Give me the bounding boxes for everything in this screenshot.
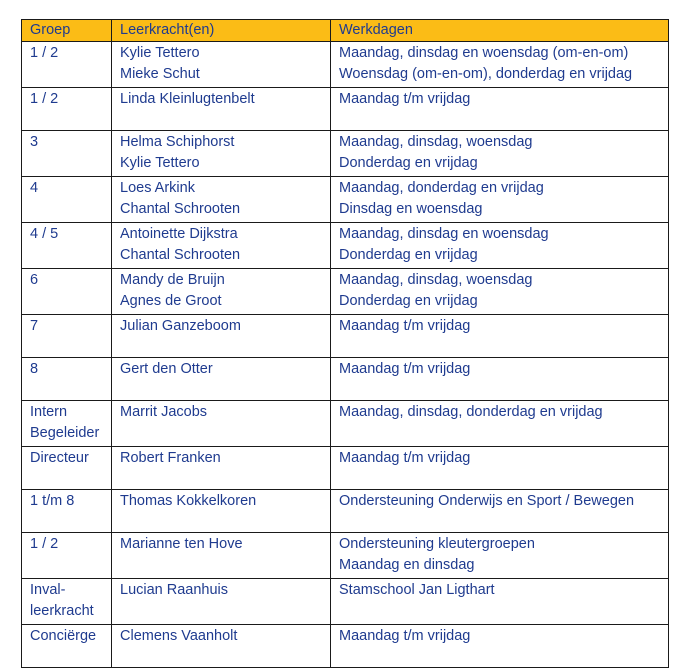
cell-werkdagen-line: Maandag, dinsdag, woensdag [339, 272, 533, 288]
cell-werkdagen [331, 223, 669, 269]
cell-werkdagen-line: Maandag, donderdag en vrijdag [339, 180, 544, 196]
cell-werkdagen-line: Stamschool Jan Ligthart [339, 582, 495, 598]
cell-groep-line: 8 [30, 361, 39, 377]
cell-groep-line: 4 / 5 [30, 226, 59, 242]
cell-groep-line: 7 [30, 318, 39, 334]
table-row [22, 269, 669, 315]
cell-werkdagen-line: Maandag, dinsdag en woensdag [339, 226, 549, 242]
cell-groep [22, 269, 112, 315]
cell-leerkrachten [112, 131, 331, 177]
cell-leerkrachten-line: Mandy de Bruijn [120, 272, 225, 288]
cell-leerkrachten [112, 533, 331, 579]
cell-werkdagen [331, 358, 669, 401]
cell-leerkrachten [112, 223, 331, 269]
cell-leerkrachten [112, 401, 331, 447]
cell-werkdagen [331, 490, 669, 533]
cell-leerkrachten-line: Julian Ganzeboom [120, 318, 241, 334]
table-row [22, 177, 669, 223]
cell-leerkrachten-line: Thomas Kokkelkoren [120, 493, 257, 509]
header-groep: Groep [22, 20, 112, 42]
header-leerkrachten: Leerkracht(en) [112, 20, 331, 42]
cell-werkdagen-line: Donderdag en vrijdag [339, 293, 478, 309]
cell-leerkrachten-line: Robert Franken [120, 450, 221, 466]
table-row [22, 358, 669, 401]
cell-leerkrachten-line: Mieke Schut [120, 66, 200, 82]
cell-leerkrachten [112, 579, 331, 625]
table-row [22, 223, 669, 269]
cell-werkdagen-line: Woensdag (om-en-om), donderdag en vrijdag [339, 66, 633, 82]
cell-werkdagen-line: Donderdag en vrijdag [339, 247, 478, 263]
cell-werkdagen [331, 579, 669, 625]
cell-leerkrachten-line: Marianne ten Hove [120, 536, 243, 552]
cell-leerkrachten-line: Kylie Tettero [120, 155, 200, 171]
cell-werkdagen-line: Ondersteuning Onderwijs en Sport / Bewegen [339, 493, 635, 509]
cell-groep-line: 1 / 2 [30, 45, 59, 61]
header-werkdagen: Werkdagen [331, 20, 669, 42]
cell-groep [22, 490, 112, 533]
cell-werkdagen [331, 88, 669, 131]
cell-werkdagen-line: Ondersteuning kleutergroepen [339, 536, 535, 552]
cell-werkdagen-line: Maandag t/m vrijdag [339, 450, 471, 466]
cell-groep [22, 625, 112, 668]
cell-leerkrachten-line: Linda Kleinlugtenbelt [120, 91, 255, 107]
cell-groep [22, 358, 112, 401]
cell-werkdagen-line: Maandag t/m vrijdag [339, 628, 471, 644]
cell-leerkrachten [112, 42, 331, 88]
cell-leerkrachten [112, 358, 331, 401]
cell-leerkrachten [112, 177, 331, 223]
cell-groep-line: 6 [30, 272, 39, 288]
cell-werkdagen-line: Maandag, dinsdag, donderdag en vrijdag [339, 404, 603, 420]
cell-werkdagen [331, 401, 669, 447]
cell-werkdagen-line: Maandag t/m vrijdag [339, 91, 471, 107]
cell-leerkrachten [112, 490, 331, 533]
table-row [22, 625, 669, 668]
cell-leerkrachten-line: Clemens Vaanholt [120, 628, 238, 644]
cell-groep [22, 223, 112, 269]
cell-werkdagen [331, 131, 669, 177]
cell-groep-line: Intern [30, 404, 68, 420]
cell-werkdagen [331, 269, 669, 315]
cell-leerkrachten-line: Loes Arkink [120, 180, 195, 196]
staff-schedule-table [21, 19, 669, 668]
cell-leerkrachten-line: Helma Schiphorst [120, 134, 235, 150]
cell-groep-line: Directeur [30, 450, 89, 466]
cell-groep-line: Inval- [30, 582, 66, 598]
cell-groep-line: leerkracht [30, 603, 94, 619]
cell-leerkrachten-line: Chantal Schrooten [120, 247, 241, 263]
cell-werkdagen-line: Dinsdag en woensdag [339, 201, 483, 217]
cell-leerkrachten [112, 447, 331, 490]
cell-leerkrachten [112, 88, 331, 131]
cell-groep-line: 3 [30, 134, 39, 150]
cell-groep [22, 131, 112, 177]
cell-groep-line: 4 [30, 180, 39, 196]
cell-groep [22, 447, 112, 490]
table-row [22, 42, 669, 88]
cell-werkdagen [331, 42, 669, 88]
cell-groep [22, 533, 112, 579]
cell-werkdagen [331, 447, 669, 490]
table-row [22, 447, 669, 490]
cell-groep [22, 579, 112, 625]
table-row [22, 490, 669, 533]
cell-groep [22, 401, 112, 447]
cell-groep [22, 315, 112, 358]
cell-werkdagen-line: Maandag t/m vrijdag [339, 318, 471, 334]
table-row [22, 315, 669, 358]
cell-groep [22, 177, 112, 223]
cell-groep-line: Conciërge [30, 628, 97, 644]
cell-groep-line: 1 t/m 8 [30, 493, 75, 509]
table-row [22, 88, 669, 131]
table-row [22, 131, 669, 177]
cell-groep [22, 42, 112, 88]
cell-groep-line: 1 / 2 [30, 91, 59, 107]
table-row [22, 579, 669, 625]
header-row [22, 20, 669, 42]
cell-leerkrachten-line: Lucian Raanhuis [120, 582, 229, 598]
cell-werkdagen [331, 315, 669, 358]
cell-leerkrachten [112, 315, 331, 358]
cell-werkdagen-line: Maandag t/m vrijdag [339, 361, 471, 377]
cell-werkdagen [331, 625, 669, 668]
cell-werkdagen [331, 533, 669, 579]
cell-werkdagen-line: Maandag, dinsdag en woensdag (om-en-om) [339, 45, 629, 61]
cell-werkdagen [331, 177, 669, 223]
cell-leerkrachten-line: Agnes de Groot [120, 293, 222, 309]
table-row [22, 401, 669, 447]
cell-leerkrachten-line: Gert den Otter [120, 361, 213, 377]
schedule-body [22, 42, 669, 668]
cell-groep-line: 1 / 2 [30, 536, 59, 552]
cell-werkdagen-line: Maandag en dinsdag [339, 557, 475, 573]
table-row [22, 533, 669, 579]
cell-werkdagen-line: Maandag, dinsdag, woensdag [339, 134, 533, 150]
cell-leerkrachten [112, 625, 331, 668]
cell-werkdagen-line: Donderdag en vrijdag [339, 155, 478, 171]
cell-leerkrachten-line: Chantal Schrooten [120, 201, 241, 217]
cell-groep [22, 88, 112, 131]
cell-leerkrachten [112, 269, 331, 315]
cell-leerkrachten-line: Marrit Jacobs [120, 404, 208, 420]
cell-leerkrachten-line: Kylie Tettero [120, 45, 200, 61]
cell-groep-line: Begeleider [30, 425, 100, 441]
cell-leerkrachten-line: Antoinette Dijkstra [120, 226, 238, 242]
